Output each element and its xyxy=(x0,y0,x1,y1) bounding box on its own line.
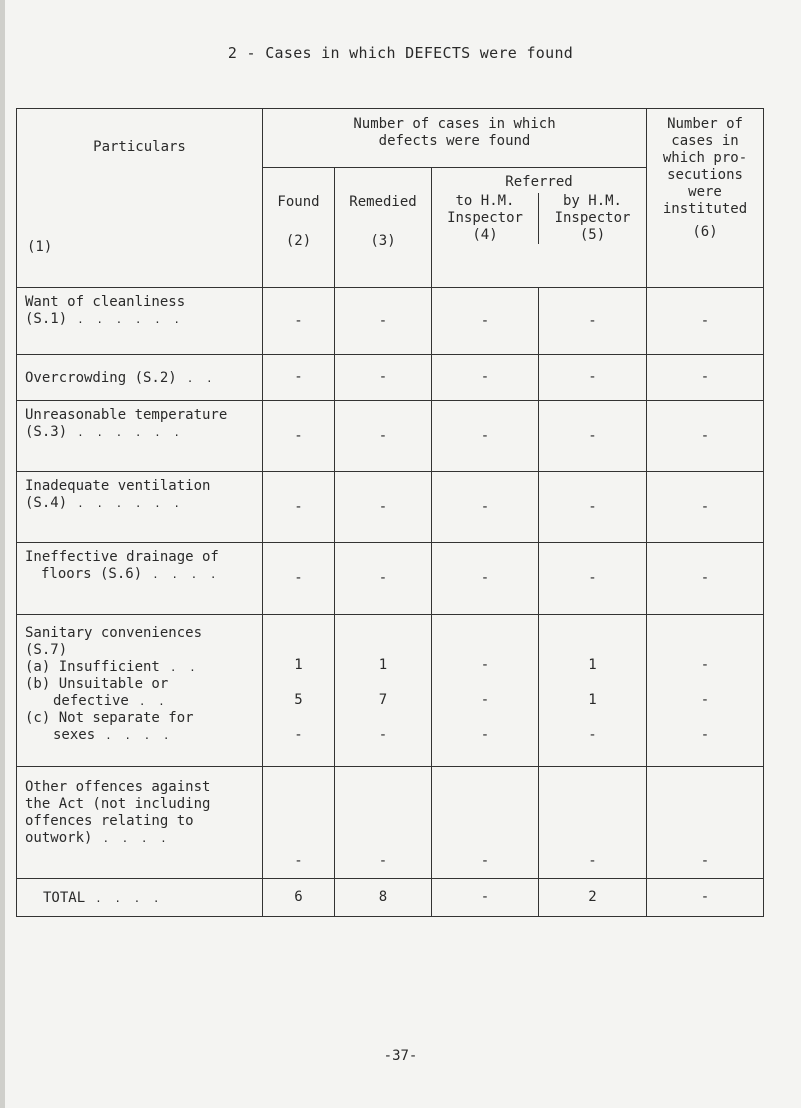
sanitary-row xyxy=(17,615,764,767)
row-label xyxy=(17,615,263,767)
row-label-line: the Act (not including xyxy=(25,796,211,812)
row-label-line: (S.1) xyxy=(25,311,68,327)
row-label xyxy=(17,767,263,879)
remedied-cell: - xyxy=(335,767,432,879)
found-cell xyxy=(263,615,335,767)
page-title: 2 - Cases in which DEFECTS were found xyxy=(227,44,574,62)
found-total: 6 xyxy=(263,879,335,917)
to-hm-label: to H.M. Inspector xyxy=(447,193,523,226)
by-hm-cell: - xyxy=(539,355,647,401)
value-a: 1 xyxy=(588,657,597,673)
to-hm-cell: - xyxy=(432,543,539,615)
row-label-line: Sanitary conveniences xyxy=(25,625,203,641)
by-hm-cell: - xyxy=(539,288,647,355)
total-row xyxy=(17,879,764,917)
remedied-cell: - xyxy=(335,288,432,355)
table-row xyxy=(17,767,764,879)
prosecutions-cell: - xyxy=(647,543,764,615)
prosecutions-cell: - xyxy=(647,401,764,472)
remedied-cell: - xyxy=(335,355,432,401)
row-label-line: Overcrowding (S.2) xyxy=(25,370,177,386)
leader-dots: . . . . xyxy=(95,892,163,905)
remedied-header xyxy=(335,168,432,288)
leader-dots: . . . . xyxy=(152,568,220,581)
found-cell: - xyxy=(263,767,335,879)
leader-dots: . . xyxy=(138,695,168,708)
referred-subcolumns xyxy=(432,193,646,244)
to-hm-cell: - xyxy=(432,288,539,355)
remedied-col-number: (3) xyxy=(370,233,396,249)
by-hm-cell: - xyxy=(539,767,647,879)
by-hm-label: by H.M. Inspector xyxy=(554,193,631,226)
row-label xyxy=(17,401,263,472)
row-label-line: (c) Not separate for xyxy=(25,710,194,726)
found-cell: - xyxy=(263,401,335,472)
row-label-line: offences relating to xyxy=(25,813,194,829)
remedied-label: Remedied xyxy=(349,194,417,210)
to-hm-cell xyxy=(432,615,539,767)
referred-header xyxy=(432,168,647,288)
value-c: - xyxy=(588,727,597,743)
value-b: 7 xyxy=(378,692,388,708)
total-label-text: TOTAL xyxy=(43,890,86,906)
row-label-line: (S.3) xyxy=(25,424,68,440)
by-hm-col-number: (5) xyxy=(579,227,606,243)
table-row xyxy=(17,401,764,472)
defects-group-header xyxy=(263,109,647,168)
remedied-total: 8 xyxy=(335,879,432,917)
leader-dots: . . . . . . xyxy=(77,426,184,439)
found-cell: - xyxy=(263,355,335,401)
row-label-line: Unreasonable temperature xyxy=(25,407,228,423)
value-c: - xyxy=(294,727,303,743)
value-a: 1 xyxy=(294,657,303,673)
found-cell: - xyxy=(263,288,335,355)
row-label-line: Other offences against xyxy=(25,779,211,795)
by-hm-cell: - xyxy=(539,401,647,472)
particulars-label: Particulars xyxy=(93,139,186,155)
row-label-line: floors (S.6) xyxy=(41,566,143,582)
row-label-line: Ineffective drainage of xyxy=(25,549,219,565)
leader-dots: . . . . . . xyxy=(77,313,184,326)
value-b: - xyxy=(480,692,490,708)
page-edge xyxy=(0,0,5,1108)
table-row xyxy=(17,472,764,543)
to-hm-col-number: (4) xyxy=(472,227,498,243)
prosecutions-cell xyxy=(647,615,764,767)
remedied-cell: - xyxy=(335,401,432,472)
value-b: 1 xyxy=(588,692,597,708)
table-row xyxy=(17,543,764,615)
value-b: - xyxy=(700,692,710,708)
row-label-line: Want of cleanliness xyxy=(25,294,186,310)
by-hm-header xyxy=(538,193,646,244)
particulars-col-number: (1) xyxy=(27,239,53,255)
row-label-line: outwork) xyxy=(25,830,93,846)
prosecutions-col-number: (6) xyxy=(692,224,718,240)
row-label xyxy=(17,288,263,355)
leader-dots: . . . . xyxy=(105,729,173,742)
to-hm-cell: - xyxy=(432,355,539,401)
row-label xyxy=(17,355,263,401)
value-a: - xyxy=(700,657,710,673)
found-header xyxy=(263,168,335,288)
row-label-line: defective xyxy=(53,693,129,709)
leader-dots: . . xyxy=(186,372,216,385)
value-c: - xyxy=(480,727,490,743)
prosecutions-cell: - xyxy=(647,767,764,879)
found-label: Found xyxy=(277,194,320,210)
prosecutions-cell: - xyxy=(647,472,764,543)
value-c: - xyxy=(378,727,388,743)
row-label xyxy=(17,543,263,615)
total-label xyxy=(17,879,263,917)
by-hm-cell: - xyxy=(539,472,647,543)
value-a: 1 xyxy=(378,657,388,673)
prosecutions-cell: - xyxy=(647,288,764,355)
value-b: 5 xyxy=(294,692,303,708)
by-hm-cell xyxy=(539,615,647,767)
found-col-number: (2) xyxy=(285,233,312,249)
header-row-1 xyxy=(17,109,764,168)
leader-dots: . . xyxy=(169,661,199,674)
defects-group-label: Number of cases in which defects were found xyxy=(353,116,556,149)
found-cell: - xyxy=(263,543,335,615)
leader-dots: . . . . xyxy=(102,832,170,845)
value-a: - xyxy=(480,657,490,673)
remedied-cell: - xyxy=(335,543,432,615)
table-row xyxy=(17,355,764,401)
row-label-line: (a) Insufficient xyxy=(25,659,160,675)
row-label-line: Inadequate ventilation xyxy=(25,478,211,494)
found-cell: - xyxy=(263,472,335,543)
remedied-cell: - xyxy=(335,472,432,543)
table-row xyxy=(17,288,764,355)
prosecutions-label: Number of cases in which pro-secutions were instituted xyxy=(662,116,748,217)
remedied-cell xyxy=(335,615,432,767)
page-number: -37- xyxy=(383,1048,418,1064)
defects-table xyxy=(16,108,764,917)
by-hm-cell: - xyxy=(539,543,647,615)
to-hm-cell: - xyxy=(432,767,539,879)
by-hm-total: 2 xyxy=(539,879,647,917)
prosecutions-header xyxy=(647,109,764,288)
particulars-header xyxy=(17,109,263,288)
to-hm-cell: - xyxy=(432,401,539,472)
to-hm-total: - xyxy=(432,879,539,917)
row-label-line: sexes xyxy=(53,727,96,743)
prosecutions-total: - xyxy=(647,879,764,917)
leader-dots: . . . . . . xyxy=(77,497,184,510)
to-hm-header xyxy=(432,193,538,244)
row-label-line: (S.4) xyxy=(25,495,68,511)
value-c: - xyxy=(700,727,710,743)
to-hm-cell: - xyxy=(432,472,539,543)
row-label-line: (b) Unsuitable or xyxy=(25,676,169,692)
referred-label: Referred xyxy=(505,174,573,190)
row-label xyxy=(17,472,263,543)
row-label-line: (S.7) xyxy=(25,642,68,658)
prosecutions-cell: - xyxy=(647,355,764,401)
